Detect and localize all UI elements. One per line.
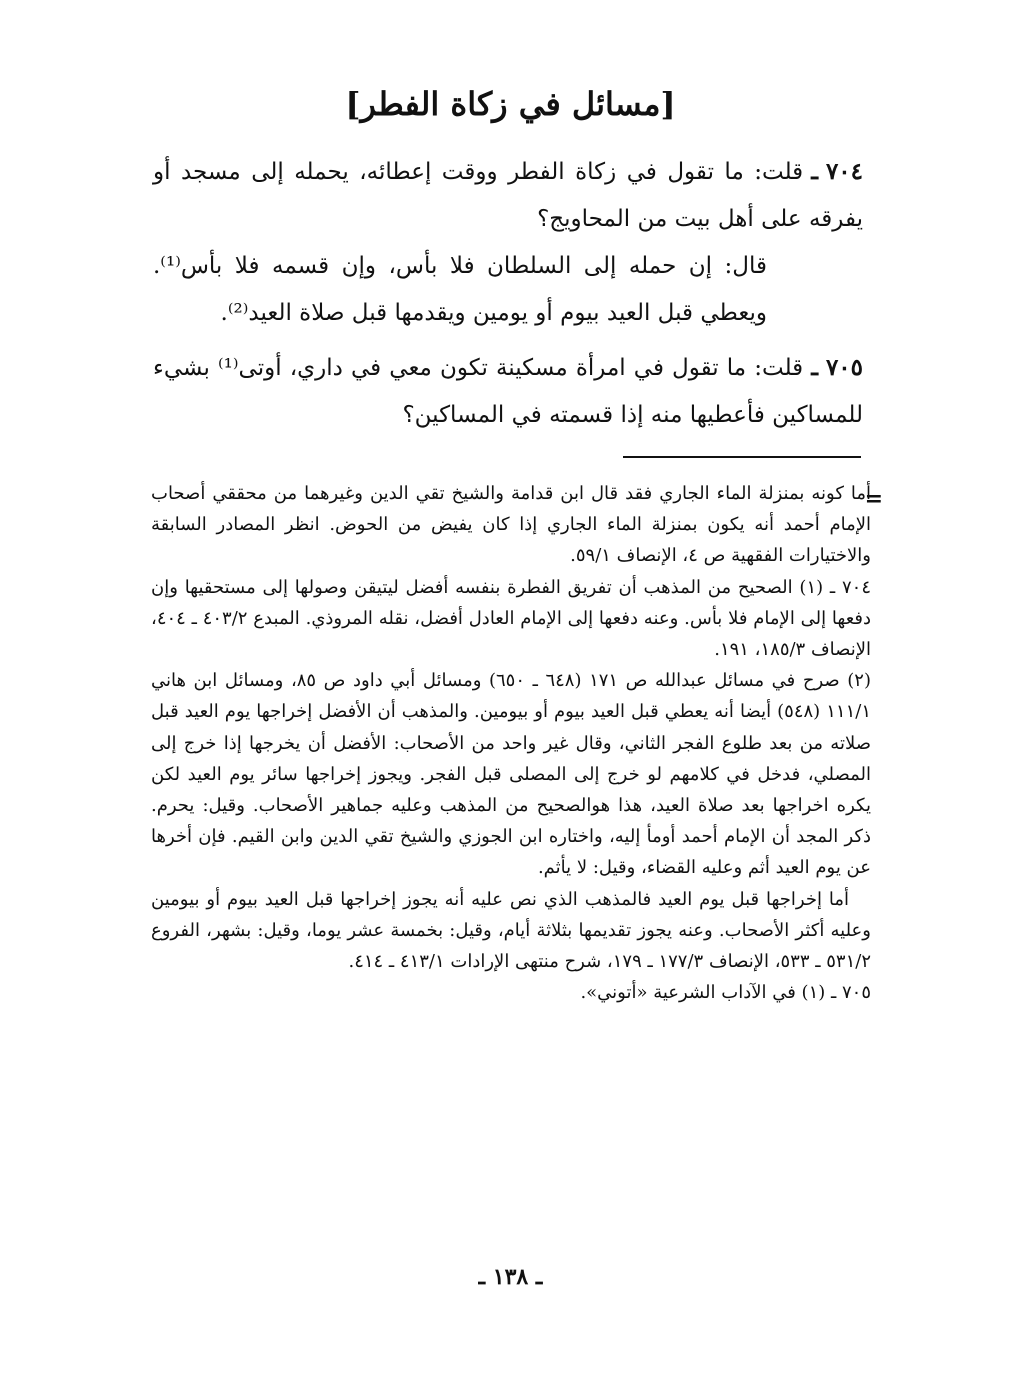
footnotes xyxy=(151,478,871,1008)
footnote-continuation: أما كونه بمنزلة الماء الجاري فقد قال ابن قدامة والشيخ تقي الدين وغيرهما من محققي أصحاب الإمام أحمد أنه يكون بمنزلة الماء الجاري إذا كان يفيض من الحوض. انظر المصادر السابقة والاختيارات الفقهية ص ٤، الإنصاف ٥٩/١. xyxy=(151,483,871,567)
entry-705 xyxy=(153,344,863,439)
question-text: قلت: ما تقول في امرأة مسكينة تكون معي في داري، أوتى⁽¹⁾ بشيء للمساكين فأعطيها منه إذا قسمته في المساكين؟ xyxy=(153,355,863,428)
entry-704-question xyxy=(153,148,863,243)
footnote-704-2-continued: أما إخراجها قبل يوم العيد فالمذهب الذي نص عليه أنه يجوز إخراجها قبل العيد بيوم أو بيومين وعليه أكثر الأصحاب. وعنه يجوز تقديمها بثلاثة أيام، وقيل: بخمسة عشر يوما، وقيل: بشهر، الفروع ٥٣١/٢ ـ ٥٣٣، الإنصاف ١٧٧/٣ ـ ١٧٩، شرح منتهى الإرادات ٤١٣/١ ـ ٤١٤. xyxy=(151,888,871,973)
entry-705-question xyxy=(153,344,863,439)
footnote-704-2: (٢) صرح في مسائل عبدالله ص ١٧١ (٦٤٨ ـ ٦٥٠) ومسائل أبي داود ص ٨٥، ومسائل ابن هاني ١١١/١ (٥٤٨) أيضا أنه يعطي قبل العيد بيوم أو بيومين. والمذهب أن الأفضل إخراجها يوم العيد قبل صلاته من بعد طلوع الفجر الثاني، وقال غير واحد من الأصحاب: الأفضل أن يخرجها إذا خرج إلى المصلي، فدخل في كلامهم لو خرج إلى المصلى قبل الفجر. ويجوز إخراجها سائر يوم العيد لكن يكره اخراجها بعد صلاة العيد، هذا هوالصحيح من المذهب وعليه جماهير الأصحاب. وقيل: يحرم. ذكر المجد أن الإمام أحمد أومأ إليه، واختاره ابن الجوزي والشيخ تقي الدين وابن القيم. فإن أخرها عن يوم العيد أثم وعليه القضاء، وقيل: لا يأثم. xyxy=(151,670,871,879)
entry-704-answer: قال: إن حمله إلى السلطان فلا بأس، وإن قسمه فلا بأس⁽¹⁾. ويعطي قبل العيد بيوم أو يومين ويقدمها قبل صلاة العيد⁽²⁾. xyxy=(153,253,767,326)
entry-number: ٧٠٥ ـ xyxy=(811,354,863,381)
question-text: قلت: ما تقول في زكاة الفطر ووقت إعطائه، يحمله إلى مسجد أو يفرقه على أهل بيت من المحاويج؟ xyxy=(153,159,863,232)
footnote-705-1: ٧٠٥ ـ (١) في الآداب الشرعية «أتوني». xyxy=(580,982,871,1004)
section-title: [مسائل في زكاة الفطر] xyxy=(345,85,676,123)
entry-704 xyxy=(153,148,863,337)
page-number: ـ ١٣٨ ـ xyxy=(478,1264,543,1290)
footnote-divider xyxy=(623,456,861,458)
footnote-704-1: ٧٠٤ ـ (١) الصحيح من المذهب أن تفريق الفطرة بنفسه أفضل ليتيقن وصولها إلى مستحقيها وإن دفعها إلى الإمام فلا بأس. وعنه دفعها إلى الإمام العادل أفضل، نقله المروذي. المبدع ٤٠٣/٢ ـ ٤٠٤، الإنصاف ١٨٥/٣، ١٩١. xyxy=(151,576,871,661)
continuation-mark: = xyxy=(864,486,883,512)
entry-number: ٧٠٤ ـ xyxy=(811,158,863,185)
